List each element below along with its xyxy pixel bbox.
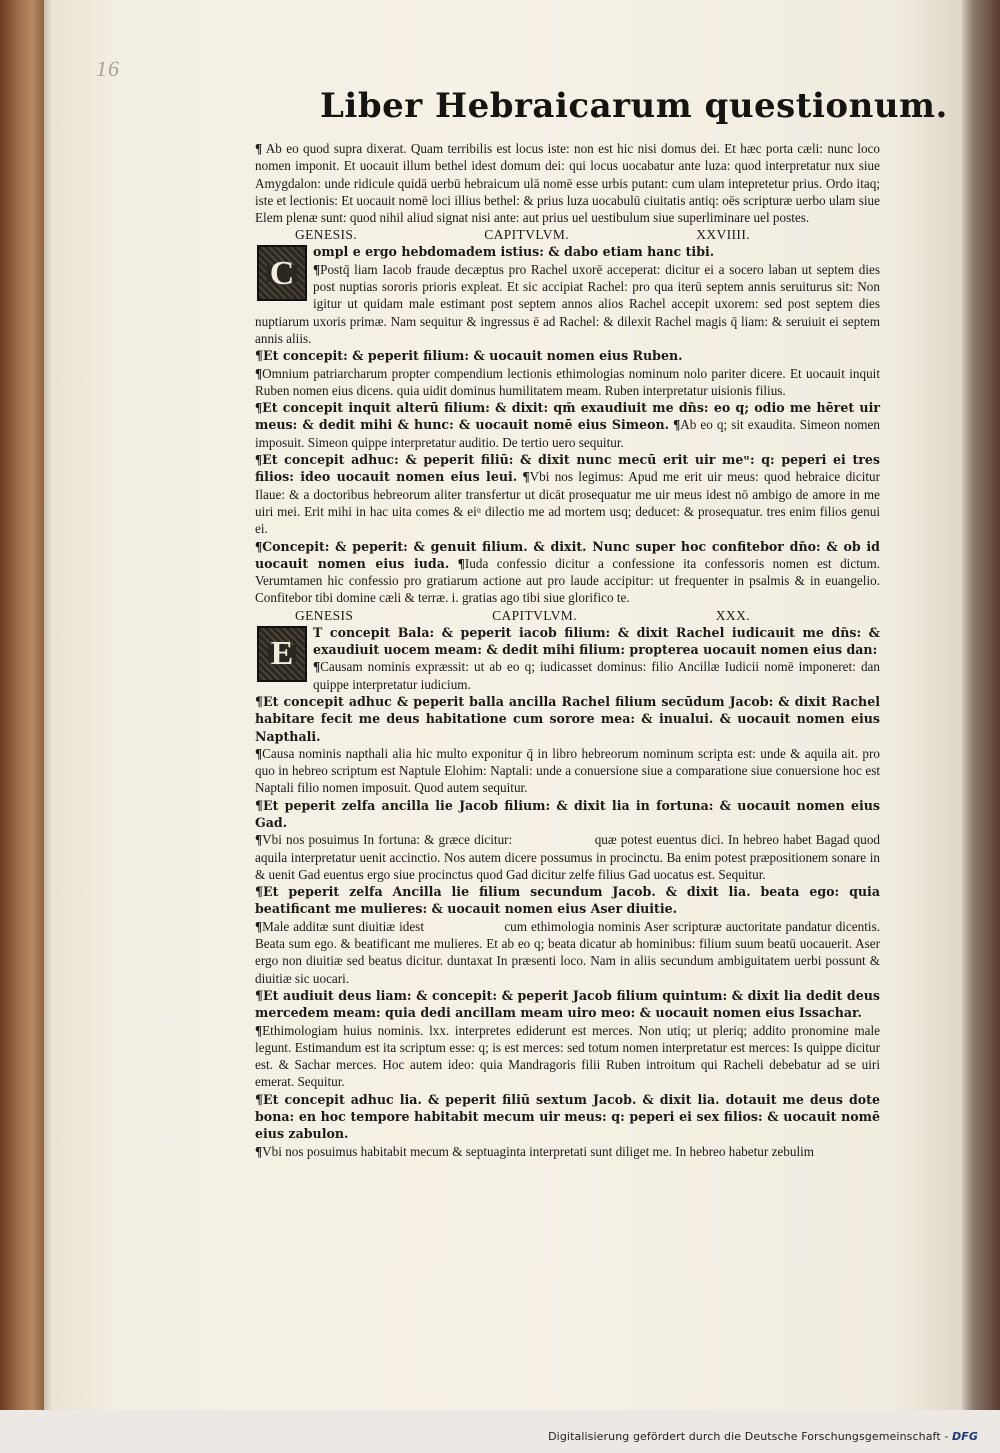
folio-number: 16 bbox=[96, 56, 120, 81]
decorated-initial bbox=[257, 626, 307, 682]
paragraph bbox=[255, 797, 880, 832]
heading-book: GENESIS. bbox=[295, 227, 358, 243]
pilcrow-icon: ¶ bbox=[255, 348, 264, 364]
dfg-logo: DFG bbox=[952, 1430, 978, 1443]
paragraph-text: T concepit Bala: & peperit iacob filium: & dixit Rachel iudicauit me dn̄s: & exaudiuit uocem meam: & dedit mihi filium: propterea uocauit nomen eius dan: bbox=[313, 624, 880, 658]
paragraph-text: Postq̄ liam Iacob fraude decæptus pro Rachel uxorē acceperat: dicitur ei a socero laban ut septem dies post nuptias sororis prioris expleat. Et sic accipiat Rachel: pro qua iterū septem annis seruiturus sit: Non igitur ut quidam male estimant post septem annos alios Rachel accepit uxorem: sed post septem dies nuptiarum uxoris primæ. Nam sequitur & ingressus ē ad Rachel: & dilexit Rachel magis q̄ liam: & seruiuit ei septem annis aliis. bbox=[255, 261, 880, 346]
pilcrow-icon: ¶ bbox=[255, 400, 263, 416]
paragraph bbox=[255, 624, 880, 659]
paragraph-text: Et peperit zelfa Ancilla lie filium secundum Jacob. & dixit lia. beata ego: quia beatificant me mulieres: & uocauit nomen eius Aser diuitie. bbox=[255, 884, 880, 917]
pilcrow-icon: ¶ bbox=[673, 417, 681, 433]
paragraph bbox=[255, 1022, 880, 1091]
paragraph-text: cum ethimologia nominis Aser scripturæ auctoritate pandatur dicentis. Beata sum ego. & beatificant me mulieres. Et ab eo q; beata dicatur ab hominibus: filium suum beatū uocauerit. Aser ergo non diuitiæ sed beatus dicitur. duntaxat In præsenti loco. Nam in aliis secundum ambiguitatem uerbi possunt & diuitiæ sic uocari. bbox=[255, 918, 880, 986]
paragraph-text: Et peperit zelfa ancilla lie Jacob filium: & dixit lia in fortuna: & uocauit nomen eius Gad. bbox=[255, 797, 880, 830]
paragraph-text: Vbi nos legimus: Apud me erit uir meus: quod hebraice dicitur Ilaue: & a doctoribus hebreorum aliter transfertur ut dicāt prosequatur me uir meus idest nō ambigo de amore in me uiri mei. Erit mihi in hac uita comes & eiᵘ dilectio me ad mortem usq; deducet: & prosequatur. tres enim filios genui ei. bbox=[255, 469, 881, 537]
paragraph-text: Et concepit: & peperit filium: & uocauit nomen eius Ruben. bbox=[263, 348, 683, 364]
digitization-credit bbox=[548, 1430, 978, 1443]
paragraph bbox=[255, 243, 880, 260]
heading-chapter-number: XXVIIII. bbox=[696, 227, 750, 243]
paragraph bbox=[255, 538, 880, 607]
pilcrow-icon: ¶ bbox=[255, 452, 263, 468]
heading-chapter-label: CAPITVLVM. bbox=[492, 607, 577, 623]
paragraph bbox=[255, 918, 880, 987]
paragraph-text: Causa nominis napthali alia hic multo exponitur q̄ in libro hebreorum nominum scripta est: unde & aquila ait. bbox=[262, 745, 858, 761]
pilcrow-icon: ¶ bbox=[255, 365, 263, 381]
initial-letter: E bbox=[268, 645, 297, 662]
heading-book: GENESIS bbox=[295, 607, 354, 623]
initial-letter: C bbox=[267, 265, 298, 282]
paragraph bbox=[255, 883, 880, 918]
pilcrow-icon: ¶ bbox=[255, 745, 263, 761]
page-title: Liber Hebraicarum questionum. bbox=[320, 86, 948, 126]
paragraph bbox=[255, 745, 880, 797]
book-cover-right bbox=[962, 0, 1000, 1453]
pilcrow-icon: ¶ bbox=[255, 1143, 263, 1159]
paragraph-text: Iuda confessio dicitur a confessione ita confessoris nomen est dictum. Verumtamen hic confessio pro gratiarum actione aut pro laude accipitur: ut frequenter in psalmis & in euangelio. Confitebor tibi domine cæli & terræ. i. gratias ago tibi siue glorifico te. bbox=[255, 555, 881, 606]
paragraph-text: quæ potest euentus dici. In hebreo habet Bagad quod aquila interpretatur uenit accinctio. Nos autem dicere possumus in procinctu. Ba enim potest præpositionem sonare in & uenit Gad euentus ergo siue procinctus quod Gad dicitur zelfe filius Gad uocatus est. Sequitur. bbox=[255, 832, 881, 882]
paragraph-text: Vbi nos posuimus In fortuna: & græce dicitur: bbox=[262, 832, 513, 848]
paragraph-text: Et audiuit deus liam: & concepit: & peperit Jacob filium quintum: & dixit lia dedit deus mercedem meam: quia dedi ancillam meam uiro meo: & uocauit nomen eius Issachar. bbox=[255, 987, 880, 1021]
paragraph-text: Ethimologiam huius nominis. lxx. interpretes ediderunt est merces. Non utiq; ut pleriq; addito pronomine male legunt. Estimandum est ita scriptum esse: q; is est merces: sed totum nomen interpretatur est merces: Is quippe dicitur est. & Sachar merces. Hoc autem ideo: quia Mandragoris filii Ruben introitum qui Racheli debebatur ad se uiri emerat. Sequitur. bbox=[255, 1022, 880, 1090]
pilcrow-icon: ¶ bbox=[255, 693, 264, 709]
pilcrow-icon: ¶ bbox=[255, 141, 263, 156]
heading-chapter-number: XXX. bbox=[715, 607, 750, 623]
paragraph bbox=[255, 399, 880, 451]
chapter-heading bbox=[255, 607, 880, 624]
paragraph-text: pro quo in hebreo scriptum est Naptule Elohim: Naptali: unde a conuersione siue a comparatione siue conuersione hoc est Naptali filio nomen imposuit. Quod autem sequitur. bbox=[255, 745, 880, 796]
heading-chapter-label: CAPITVLVM. bbox=[484, 227, 570, 243]
paragraph bbox=[255, 831, 880, 883]
pilcrow-icon: ¶ bbox=[313, 659, 321, 675]
paragraph bbox=[255, 693, 880, 745]
pilcrow-icon: ¶ bbox=[255, 1091, 264, 1107]
paragraph-text: Vbi nos posuimus habitabit mecum & septuaginta interpretati sunt diliget me. In hebreo habetur zebulim bbox=[262, 1143, 815, 1159]
decorated-initial bbox=[257, 245, 307, 301]
paragraph-text: Et concepit adhuc & peperit balla ancilla Rachel filium secūdum Jacob: & dixit Rachel habitare fecit me deus habitatione cum sorore mea: & inualui. & uocauit nomen eius Napthali. bbox=[255, 693, 880, 744]
paragraph bbox=[255, 140, 880, 226]
paragraph bbox=[255, 658, 880, 693]
pilcrow-icon: ¶ bbox=[255, 1022, 263, 1038]
main-text-block bbox=[255, 140, 880, 1160]
paragraph bbox=[255, 451, 880, 537]
paragraph-text: Et concepit adhuc: & peperit filiū: & dixit nunc mecū erit uir meᵘ: q: peperi ei tres filios: ideo uocauit nomen eius leui. bbox=[255, 452, 880, 485]
paragraph-text: Male additæ sunt diuitiæ idest bbox=[262, 918, 424, 934]
paragraph-text: ompl e ergo hebdomadem istius: & dabo etiam hanc tibi. bbox=[313, 244, 715, 260]
paragraph-text: Et concepit adhuc lia. & peperit filiū sextum Jacob. & dixit lia. dotauit me deus dote bona: en hoc tempore habitabit mecum uir meus: q: peperi ei sex filios: & uocauit nomē eius zabulon. bbox=[255, 1091, 880, 1142]
paragraph-text: Et concepit inquit alterū filium: & dixit: qm̄ exaudiuit me dn̄s: eo q; odio me hēret uir meus: & dedit mihi & hunc: & uocauit nomē eius Simeon. bbox=[255, 400, 880, 433]
pilcrow-icon: ¶ bbox=[255, 797, 264, 813]
pilcrow-icon: ¶ bbox=[522, 469, 530, 485]
paragraph-text: Ab eo q; sit exaudita. Simeon nomen imposuit. Simeon quippe interpretatur auditio. De tertio uero sequitur. bbox=[255, 417, 881, 450]
book-cover-left bbox=[0, 0, 46, 1453]
pilcrow-icon: ¶ bbox=[255, 987, 264, 1003]
paragraph-text: Causam nominis expræssit: ut ab eo q; iudicasset dominus: filio Ancillæ Iudicii nomē imponeret: dan quippe interpretatur iudicium. bbox=[313, 659, 880, 692]
pilcrow-icon: ¶ bbox=[313, 261, 321, 277]
paragraph bbox=[255, 1091, 880, 1143]
pilcrow-icon: ¶ bbox=[255, 538, 263, 554]
paragraph bbox=[255, 347, 880, 364]
paragraph bbox=[255, 365, 880, 400]
pilcrow-icon: ¶ bbox=[457, 555, 465, 571]
paragraph bbox=[255, 261, 880, 347]
paragraph-text: Ab eo quod supra dixerat. Quam terribilis est locus iste: non est hic nisi domus dei. Et hæc porta cæli: nunc loco nomen imponit. Et uocauit illum bethel idest domum dei: qui locus uocabatur ante luza: quod interpretatur nux siue Amygdalon: unde ridicule quidā uerbū hebraicum ulā nomē esse urbis putant: cum ulam intepretetur prius. Ordo itaq; iste et lectionis: Et uocauit nomē loci illius bethel: & prius luza uocabulū ciuitatis antiq: oēs scripturæ uerbo ulam siue Elem plenæ sunt: quod nihil aliud signat nisi ante: aut prius uel uestibulum siue superliminare uel postes. bbox=[255, 141, 880, 226]
chapter-heading bbox=[255, 226, 880, 243]
pilcrow-icon: ¶ bbox=[255, 884, 264, 900]
paragraph bbox=[255, 1143, 880, 1160]
paragraph-text: Concepit: & peperit: & genuit filium. & dixit. Nunc super hoc confitebor dn̄o: & ob id uocauit nomen eius iuda. bbox=[255, 538, 880, 571]
pilcrow-icon: ¶ bbox=[255, 832, 263, 848]
credit-text: Digitalisierung gefördert durch die Deutsche Forschungsgemeinschaft - bbox=[548, 1430, 949, 1443]
paragraph-text: Omnium patriarcharum propter compendium lectionis ethimologias nominum nolo pariter dicere. Et uocauit inquit Ruben nomen eius dicens. quia uidit dominus humilitatem meam. Ruben interpretatur uisionis filius. bbox=[255, 365, 880, 398]
paragraph bbox=[255, 987, 880, 1022]
pilcrow-icon: ¶ bbox=[255, 918, 263, 934]
